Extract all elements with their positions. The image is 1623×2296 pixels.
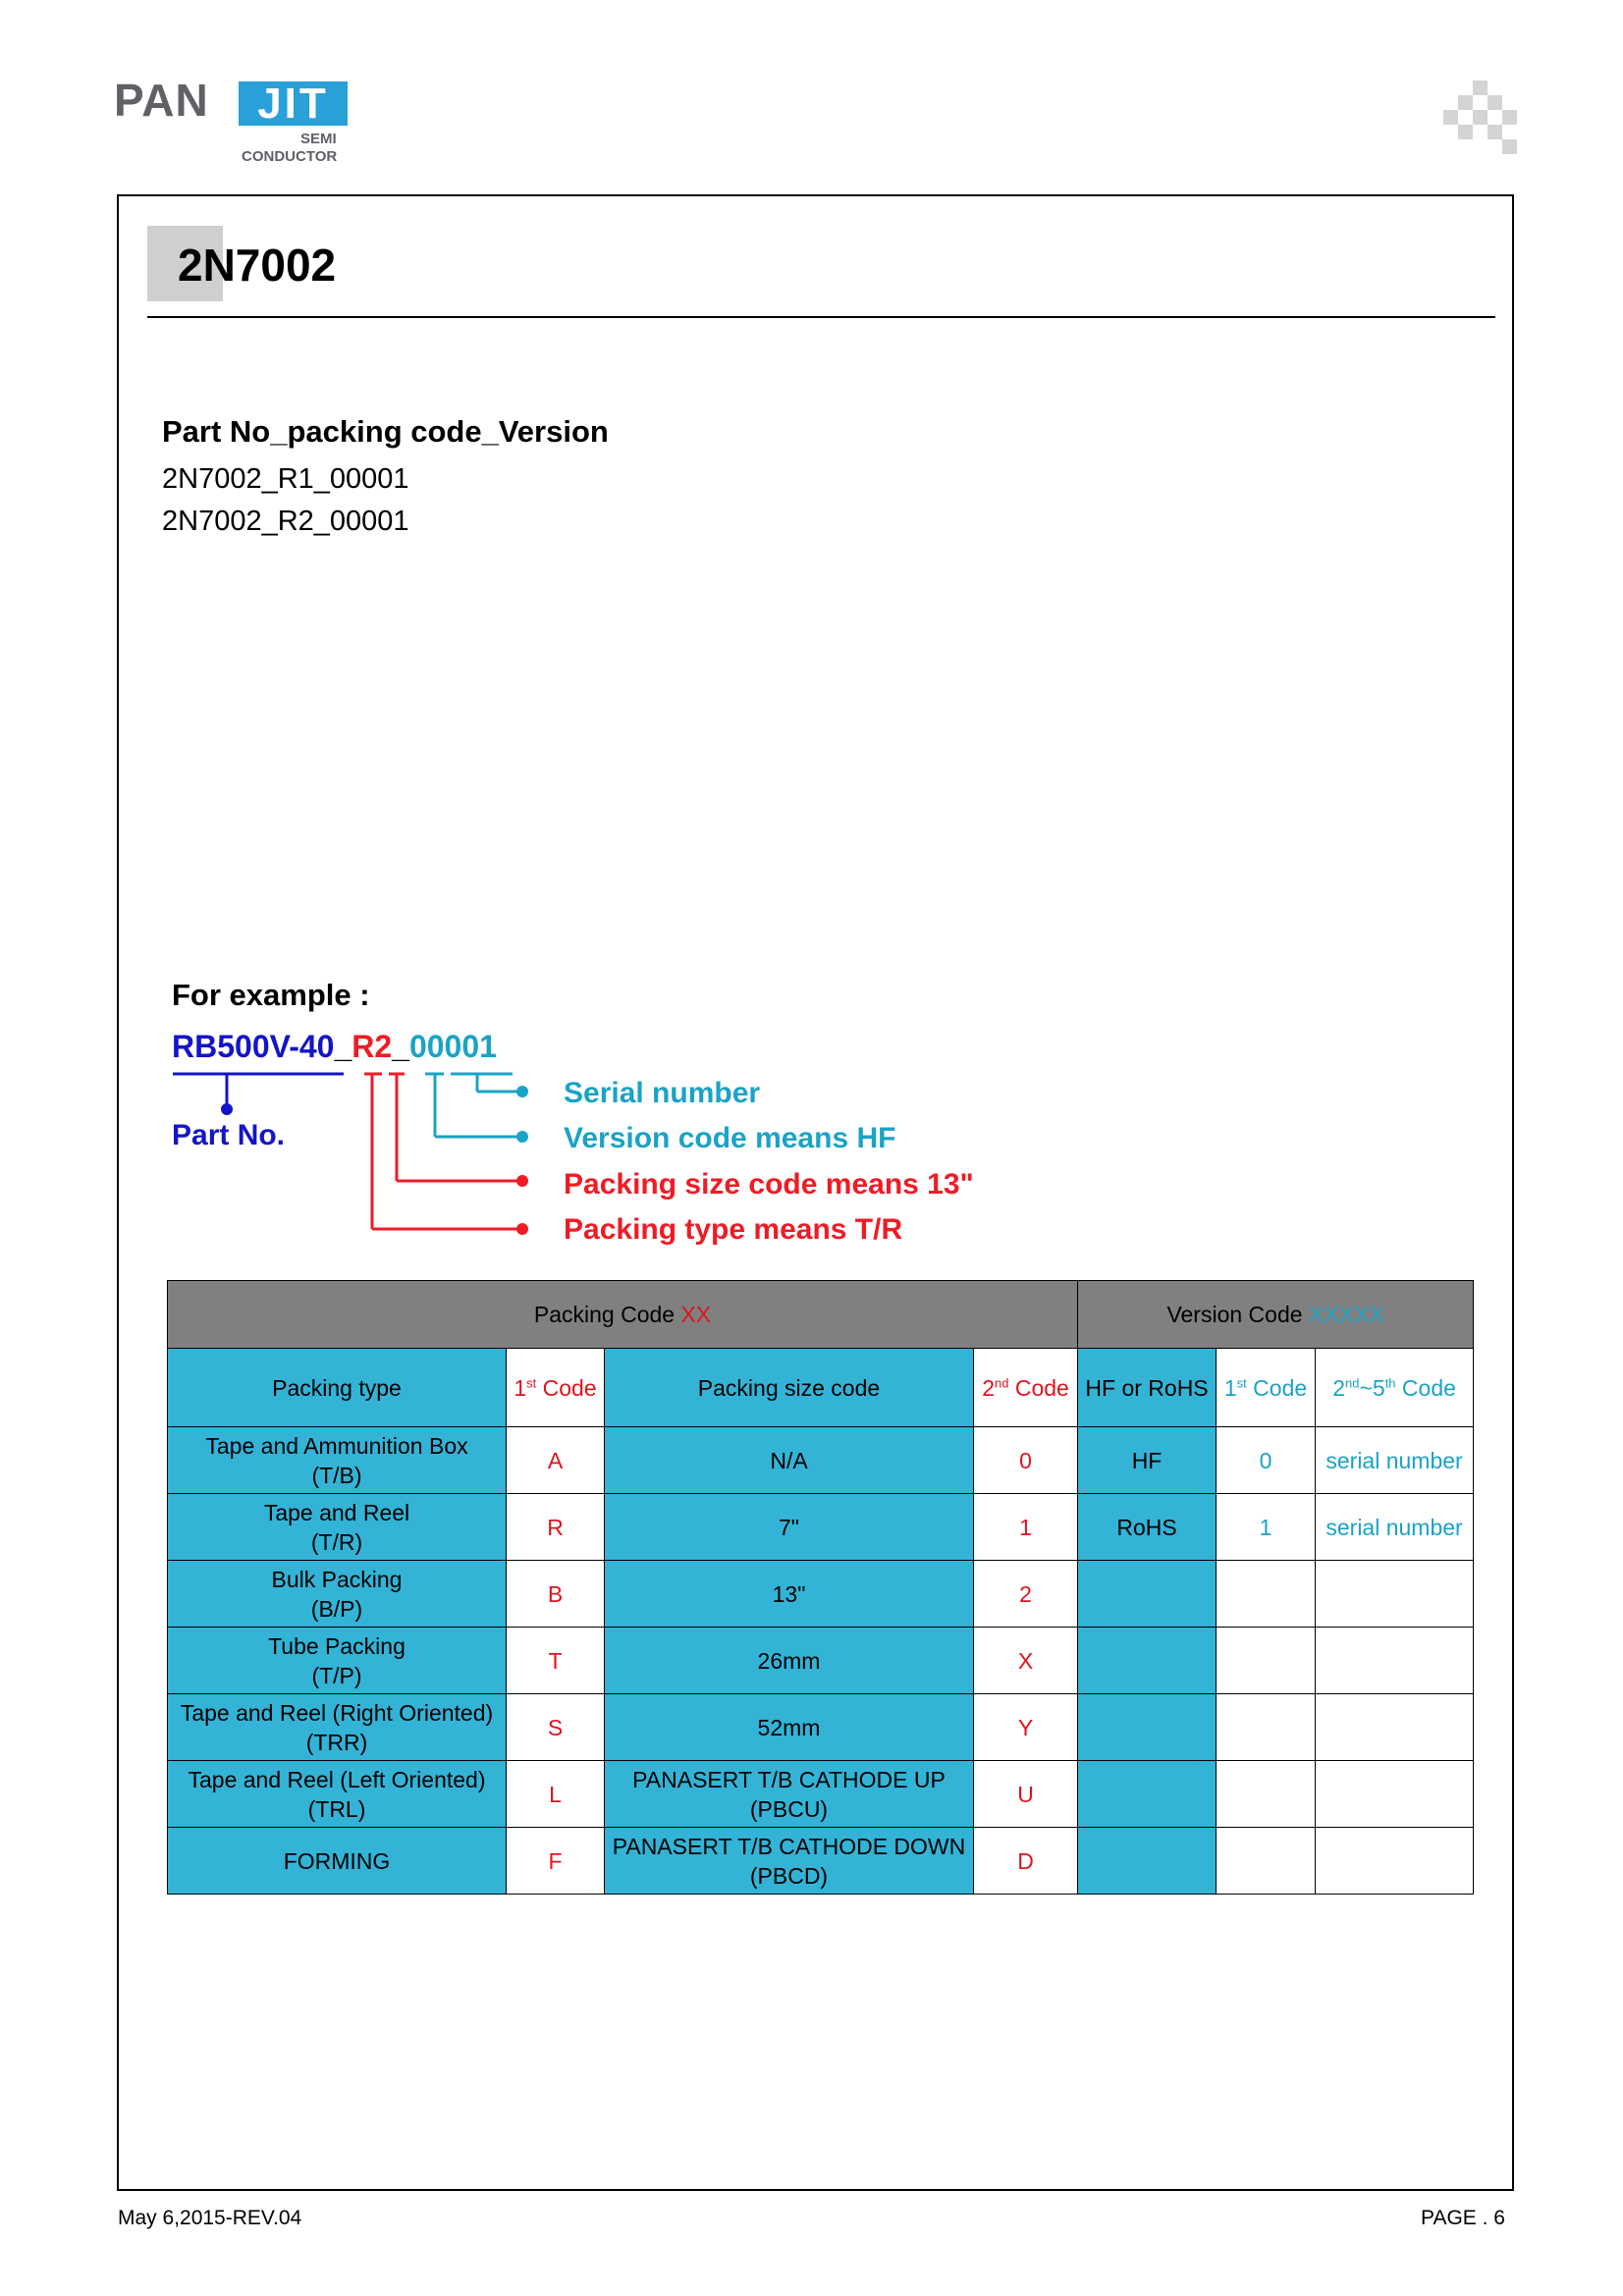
packing-code-group-header	[168, 1281, 1078, 1349]
cell-hf-rohs	[1078, 1828, 1217, 1895]
cell-second-code: X	[974, 1628, 1078, 1694]
cell-packing-size: 7"	[605, 1494, 974, 1561]
cell-packing-size: 13"	[605, 1561, 974, 1628]
cell-first-code: A	[507, 1427, 605, 1494]
cell-first-code: T	[507, 1628, 605, 1694]
part-number-item: 2N7002_R2_00001	[162, 506, 409, 537]
logo-conductor-text: CONDUCTOR	[242, 148, 338, 165]
col-header-packing-size: Packing size code	[605, 1349, 974, 1427]
footer-date-revision: May 6,2015-REV.04	[118, 2207, 302, 2229]
table-row	[168, 1694, 1474, 1761]
cell-version-first-code: 1	[1217, 1494, 1316, 1561]
example-separator: _	[392, 1029, 409, 1064]
version-code-xxxxx: XXXXX	[1308, 1302, 1384, 1327]
cell-version-serial	[1316, 1561, 1474, 1628]
packing-code-xx: XX	[680, 1302, 712, 1327]
cell-packing-size: PANASERT T/B CATHODE UP (PBCU)	[605, 1761, 974, 1828]
cell-version-first-code: 0	[1217, 1427, 1316, 1494]
cell-first-code: B	[507, 1561, 605, 1628]
cell-packing-type: Tape and Reel (Left Oriented) (TRL)	[168, 1761, 507, 1828]
cell-hf-rohs: HF	[1078, 1427, 1217, 1494]
col-header-hf-rohs: HF or RoHS	[1078, 1349, 1217, 1427]
table-row	[168, 1761, 1474, 1828]
cell-second-code: D	[974, 1828, 1078, 1895]
cell-packing-type: Tape and Ammunition Box (T/B)	[168, 1427, 507, 1494]
col-header-packing-type: Packing type	[168, 1349, 507, 1427]
cell-second-code: 1	[974, 1494, 1078, 1561]
version-code-group-header	[1078, 1281, 1474, 1349]
logo-pan-text: PAN	[114, 75, 209, 126]
cell-version-first-code	[1217, 1694, 1316, 1761]
packing-size-label: Packing size code means 13"	[564, 1168, 974, 1201]
cell-version-serial: serial number	[1316, 1427, 1474, 1494]
cell-packing-size: 52mm	[605, 1694, 974, 1761]
logo-semi-text: SEMI	[300, 131, 337, 147]
example-heading: For example :	[172, 978, 370, 1012]
part-number-heading: Part No_packing code_Version	[162, 414, 609, 449]
example-part-segment: RB500V-40	[172, 1029, 335, 1064]
serial-number-label: Serial number	[564, 1077, 761, 1109]
col-header-version-range-code: 2nd~5th Code	[1316, 1349, 1474, 1427]
table-row	[168, 1628, 1474, 1694]
col-header-version-first-code: 1st Code	[1217, 1349, 1316, 1427]
cell-version-first-code	[1217, 1828, 1316, 1895]
cell-packing-type: Tube Packing (T/P)	[168, 1628, 507, 1694]
table-row	[168, 1561, 1474, 1628]
packing-code-table	[167, 1280, 1474, 1895]
cell-hf-rohs	[1078, 1561, 1217, 1628]
cell-packing-type: FORMING	[168, 1828, 507, 1895]
cell-version-first-code	[1217, 1628, 1316, 1694]
cell-packing-type: Tape and Reel (T/R)	[168, 1494, 507, 1561]
cell-packing-type: Tape and Reel (Right Oriented) (TRR)	[168, 1694, 507, 1761]
version-code-group-label: Version Code	[1166, 1302, 1309, 1327]
table-row	[168, 1828, 1474, 1895]
cell-second-code: 2	[974, 1561, 1078, 1628]
cell-first-code: S	[507, 1694, 605, 1761]
footer-page-number: PAGE . 6	[1421, 2207, 1505, 2229]
cell-version-serial	[1316, 1694, 1474, 1761]
cell-packing-type: Bulk Packing (B/P)	[168, 1561, 507, 1628]
part-no-label: Part No.	[172, 1119, 286, 1151]
cell-second-code: U	[974, 1761, 1078, 1828]
example-version-segment: 00001	[408, 1029, 497, 1064]
part-number-item: 2N7002_R1_00001	[162, 463, 409, 495]
col-header-second-code: 2nd Code	[974, 1349, 1078, 1427]
cell-version-first-code	[1217, 1561, 1316, 1628]
packing-type-label: Packing type means T/R	[564, 1213, 903, 1246]
cell-hf-rohs	[1078, 1694, 1217, 1761]
col-header-first-code: 1st Code	[507, 1349, 605, 1427]
cell-packing-size: N/A	[605, 1427, 974, 1494]
version-code-label: Version code means HF	[564, 1122, 896, 1154]
cell-version-serial: serial number	[1316, 1494, 1474, 1561]
cell-version-serial	[1316, 1828, 1474, 1895]
cell-hf-rohs: RoHS	[1078, 1494, 1217, 1561]
example-packing-segment: R2	[352, 1029, 393, 1064]
cell-first-code: R	[507, 1494, 605, 1561]
example-separator: _	[334, 1029, 352, 1064]
table-row	[168, 1427, 1474, 1494]
cell-version-serial	[1316, 1761, 1474, 1828]
logo-jit-text: JIT	[239, 81, 348, 126]
cell-packing-size: PANASERT T/B CATHODE DOWN (PBCD)	[605, 1828, 974, 1895]
cell-packing-size: 26mm	[605, 1628, 974, 1694]
table-row	[168, 1494, 1474, 1561]
cell-version-serial	[1316, 1628, 1474, 1694]
page-title: 2N7002	[178, 240, 337, 291]
cell-hf-rohs	[1078, 1628, 1217, 1694]
cell-first-code: L	[507, 1761, 605, 1828]
packing-code-group-label: Packing Code	[533, 1302, 681, 1327]
cell-version-first-code	[1217, 1761, 1316, 1828]
cell-second-code: Y	[974, 1694, 1078, 1761]
cell-first-code: F	[507, 1828, 605, 1895]
cell-hf-rohs	[1078, 1761, 1217, 1828]
cell-second-code: 0	[974, 1427, 1078, 1494]
